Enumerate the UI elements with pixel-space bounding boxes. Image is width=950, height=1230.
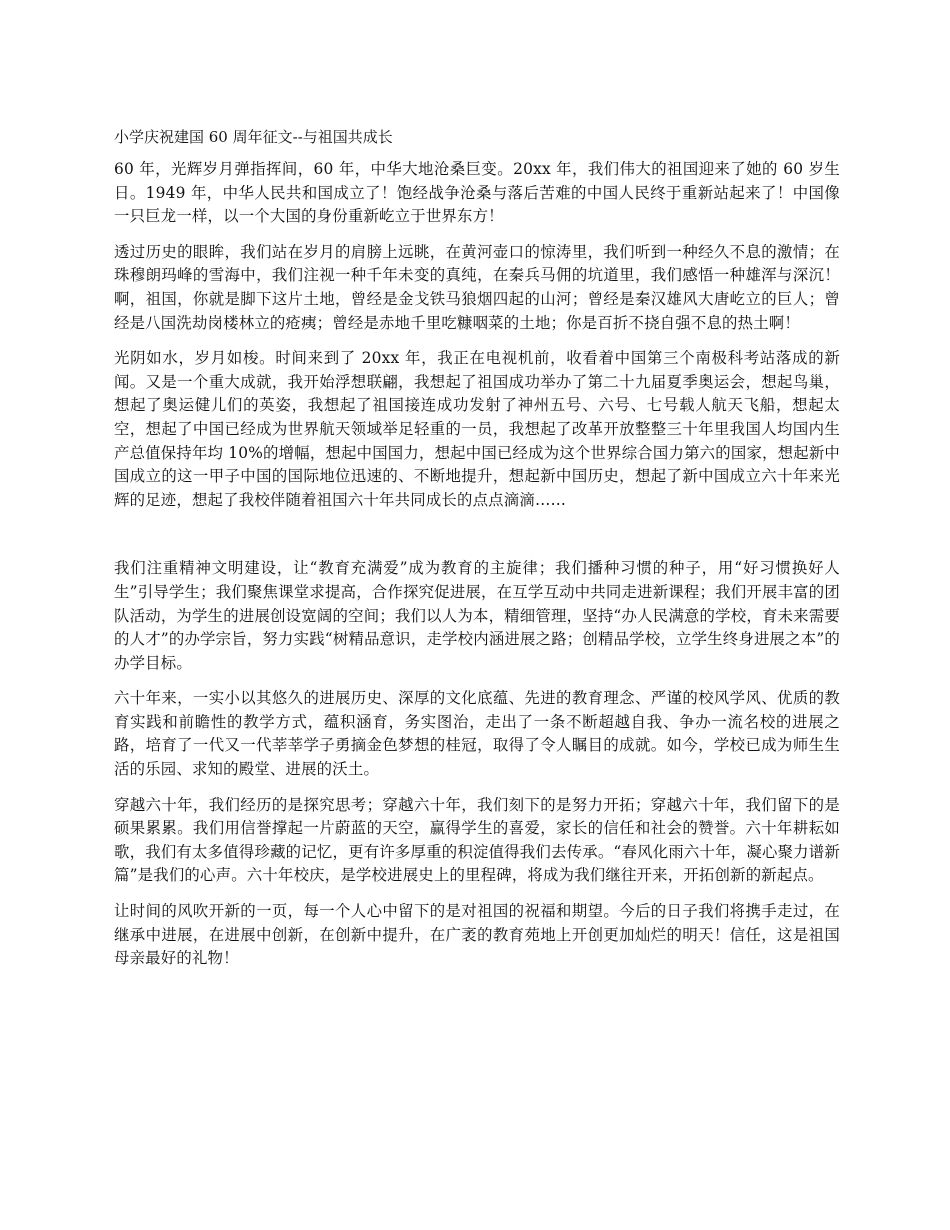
paragraph-school-education: 我们注重精神文明建设，让“教育充满爱”成为教育的主旋律；我们播种习惯的种子，用“好习惯换好人生”引导学生；我们聚焦课堂求提高，合作探究促进展，在互学互动中共同走进新课程；我们开展丰富的团队活动，为学生的进展创设宽阔的空间；我们以人为本，精细管理，坚持“办人民满意的学校，育未来需要的人才”的办学宗旨，努力实践“树精品意识，走学校内涵进展之路；创精品学校，立学生终身进展之本”的办学目标。 [114, 559, 840, 672]
paragraph-closing: 让时间的风吹开新的一页，每一个人心中留下的是对祖国的祝福和期望。今后的日子我们将携手走过，在继承中进展，在进展中创新，在创新中提升，在广袤的教育苑地上开创更加灿烂的明天！信任，这是祖国母亲最好的礼物！ [114, 902, 840, 968]
paragraph-intro: 60 年，光辉岁月弹指挥间，60 年，中华大地沧桑巨变。20xx 年，我们伟大的祖国迎来了她的 60 岁生日。1949 年，中华人民共和国成立了！饱经战争沧桑与落后苦难的中国人民终于重新站起来了！中国像一只巨龙一样，以一个大国的身份重新屹立于世界东方！ [114, 160, 840, 226]
section-spacer [114, 524, 840, 557]
document-page [114, 126, 840, 983]
paragraph-school-history: 六十年来，一实小以其悠久的进展历史、深厚的文化底蕴、先进的教育理念、严谨的校风学风、优质的教育实践和前瞻性的教学方式，蕴积涵育，务实图治，走出了一条不断超越自我、争办一流名校的进展之路，培育了一代又一代莘莘学子勇摘金色梦想的桂冠，取得了令人瞩目的成就。如今，学校已成为师生生活的乐园、求知的殿堂、进展的沃土。 [114, 689, 840, 779]
document-title: 小学庆祝建国 60 周年征文--与祖国共成长 [114, 128, 393, 146]
paragraph-recollections: 光阴如水，岁月如梭。时间来到了 20xx 年，我正在电视机前，收看着中国第三个南极科考站落成的新闻。又是一个重大成就，我开始浮想联翩，我想起了祖国成功举办了第二十九届夏季奥运会，想起鸟巢，想起了奥运健儿们的英姿，我想起了祖国接连成功发射了神州五号、六号、七号载人航天飞船，想起太空，想起了中国已经成为世界航天领域举足轻重的一员，我想起了改革开放整整三十年里我国人均国内生产总值保持年均 10%的增幅，想起中国国力，想起中国已经成为这个世界综合国力第六的国家，想起新中国成立的这一甲子中国的国际地位迅速的、不断地提升，想起新中国历史，想起了新中国成立六十年来光辉的足迹，想起了我校伴随着祖国六十年共同成长的点点滴滴…… [114, 349, 840, 509]
paragraph-history: 透过历史的眼眸，我们站在岁月的肩膀上远眺，在黄河壶口的惊涛里，我们听到一种经久不息的激情；在珠穆朗玛峰的雪海中，我们注视一种千年未变的真纯，在秦兵马佣的坑道里，我们感悟一种雄浑与深沉！啊，祖国，你就是脚下这片土地，曾经是金戈铁马狼烟四起的山河；曾经是秦汉雄风大唐屹立的巨人；曾经是八国洗劫岗楼林立的疮痍；曾经是赤地千里吃糠咽菜的土地；你是百折不挠自强不息的热土啊！ [114, 242, 840, 332]
paragraph-sixty-years: 穿越六十年，我们经历的是探究思考；穿越六十年，我们刻下的是努力开拓；穿越六十年，我们留下的是硕果累累。我们用信誉撑起一片蔚蓝的天空，赢得学生的喜爱，家长的信任和社会的赞誉。六十年耕耘如歌，我们有太多值得珍藏的记忆，更有许多厚重的积淀值得我们去传承。“春风化雨六十年，凝心聚力谱新篇”是我们的心声。六十年校庆，是学校进展史上的里程碑，将成为我们继往开来，开拓创新的新起点。 [114, 795, 840, 885]
